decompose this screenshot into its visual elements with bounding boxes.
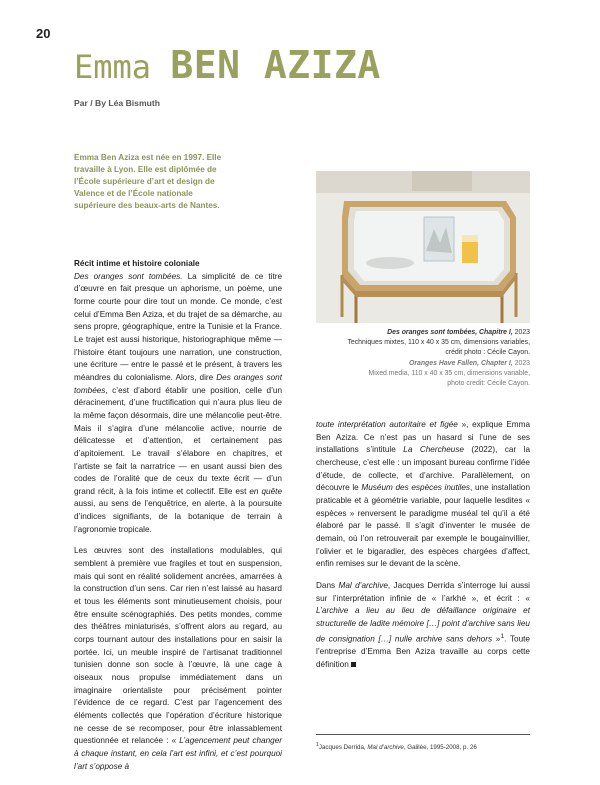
end-mark-icon — [351, 662, 356, 667]
artwork-illustration — [316, 171, 530, 323]
paragraph: Des oranges sont tombées. La simplicité de ce titre d’œuvre en fait presque un aphorisme, un poème, une forme courte pour dire tout un monde. Ce monde, c’est celui d’Emma Ben Aziza, et du trajet de sa démarche, au sens propre, géographique, entre la Tunisie et la France. Le trajet est aussi historique, historiographique même — l’histoire étant toujours une narration, une construction, une écriture — entre le passé et le présent, à travers les méandres du colonialisme. Alors, dire Des oranges sont tombées, c’est d’abord établir une position, celle d’un déracinement, d’une fructification qui n’aura plus lieu de la même façon désormais, dire une mélancolie peut-être. Mais il s’agira d’une mélancolie active, nourrie de délicatesse et d’attention, et certainement pas d’apitoiement. Le travail s’élabore en chapitres, et l’artiste se fait la narratrice — en usant aussi bien des codes de l’oralité que de ceux du texte écrit — d’un grand récit, à la fois intime et collectif. Elle est en quête aussi, au sens de l’enquêtrice, en alerte, à la poursuite d’indices signifiants, de la botanique de terrain à l’agronomie tropicale. — [74, 271, 282, 534]
caption-en-title-line: Oranges Have Fallen, Chapter I, 2023 — [408, 359, 530, 367]
artwork-photo — [316, 171, 530, 323]
title-first-name: Emma — [74, 48, 152, 86]
caption-en-medium: Mixed media, 110 x 40 x 35 cm, dimensions variable, — [368, 369, 530, 377]
caption-en-credit: photo credit: Cécile Cayon. — [447, 380, 530, 388]
caption-fr-title-line: Des oranges sont tombées, Chapitre I, 2023 — [387, 329, 530, 336]
caption-fr-medium: Techniques mixtes, 110 x 40 x 35 cm, dimensions variables, — [347, 339, 530, 347]
footnote: $^1$Jacques Derrida, Mal d’archive, Galilée, 1995-2008, p. 26 — [316, 742, 477, 752]
footnote-divider — [316, 734, 530, 735]
footnote-ref: 1 — [500, 632, 505, 640]
caption-fr-credit: crédit photo : Cécile Cayon. — [445, 349, 530, 357]
text-column-right — [316, 419, 530, 679]
paragraph: toute interprétation autoritaire et figée », explique Emma Ben Aziza. Ce n’est pas un hasard si l’une de ses installations s’intitule La Chercheuse (2022), car la chercheuse, c’est elle : un imposant bureau confirme l’idée d’étude, de collecte, et d’archive. Parallèlement, on découvre le Muséum des espèces inutiles, une installation praticable et à géométrie variable, pour laquelle lesdites « espèces » renversent le paradigme muséal tel qu’il a été élaboré par le passé. Il s’agit d’inventer le musée de demain, où l’on retrouverait par exemple le bougainvillier, l’olivier et le bigaradier, des espèces chargées d’affect, enfin remises sur le devant de la scène. — [316, 420, 531, 569]
text-column-left — [74, 258, 282, 781]
paragraph: Les œuvres sont des installations modulables, qui semblent à première vue fragiles et tout en suspension, mais qui sont en réalité solidement ancrées, amarrées à la construction d’un sens. Car rien n’est laissé au hasard et tous les éléments sont minutieusement choisis, pour être ensuite scénographiés. Des petits mondes, comme des théâtres miniaturisés, s’offrent alors au regard, au corps tournant autour des installations pour en saisir la portée. Ici, un meuble inspiré de l’artisanat traditionnel tunisien donne son socle à l’œuvre, là une cage à oiseaux nous propulse immédiatement dans un imaginaire orientaliste pour précisément pointer l’évidence de ce regard. C’est par l’agencement des éléments collectés que l’opération d’écriture historique ne cesse de se recomposer, pour être inlassablement questionnée et relancée : « L’agencement peut changer à chaque instant, en cela l’art est infini, et c’est pourquoi l’art s’oppose à — [74, 546, 282, 771]
page-number: 20 — [36, 26, 51, 41]
article-title — [74, 43, 381, 87]
artist-intro: Emma Ben Aziza est née en 1997. Elle travaille à Lyon. Elle est diplômée de l’École supérieure d’art et design de Valence et de l’École nationale supérieure des beaux-arts de Nantes. — [74, 153, 222, 210]
photo-caption — [300, 328, 530, 389]
byline: Par / By Léa Bismuth — [74, 98, 160, 108]
title-last-name: BEN AZIZA — [170, 43, 381, 87]
section-heading: Récit intime et histoire coloniale — [74, 259, 200, 268]
paragraph: Dans Mal d’archive, Jacques Derrida s’interroge lui aussi sur l’interprétation infinie de « l’arkhé », et écrit : « L’archive a lieu au lieu de défaillance originaire et structurelle de ladite mémoire […] point d’archive sans lieu de consignation […] nulle archive sans dehors »$^1$. Toute l’entreprise d’Emma Ben Aziza travaille au corps cette définition — [316, 580, 530, 669]
